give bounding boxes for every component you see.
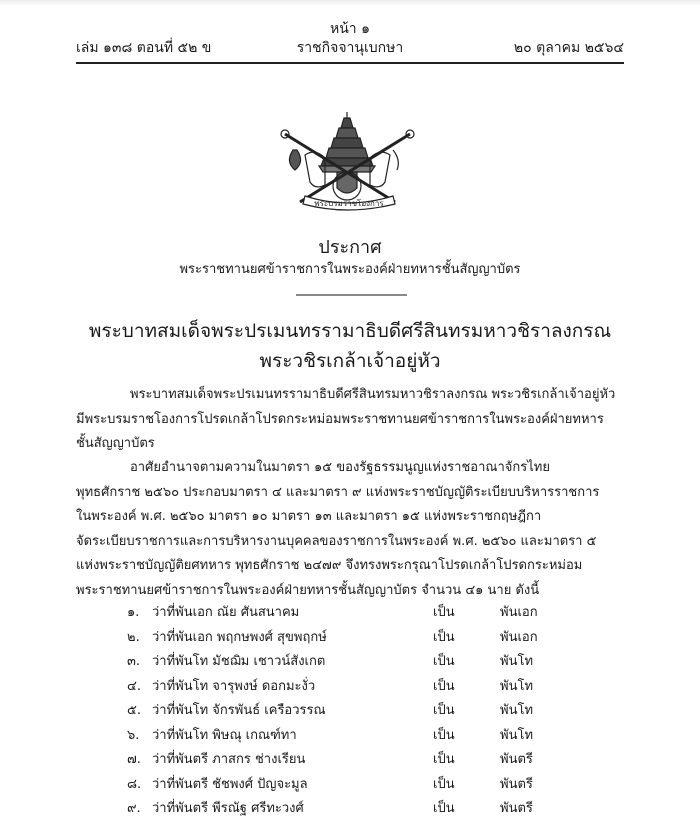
item-number: ๗. <box>127 752 141 767</box>
as-label: เป็น <box>433 727 455 743</box>
new-rank: พันโท <box>500 703 534 718</box>
item-number: ๕. <box>127 703 141 718</box>
list-item <box>0 797 700 822</box>
list-item <box>0 626 700 651</box>
announcement-title: ประกาศ <box>318 237 382 258</box>
list-item <box>0 601 700 626</box>
paragraph-line: พระราชทานยศข้าราชการในพระองค์ฝ่ายทหารชั้นสัญญาบัตร จำนวน ๔๑ นาย ดังนี้ <box>76 582 540 598</box>
item-number: ๙. <box>127 801 141 816</box>
gazette-header <box>76 37 624 59</box>
royal-emblem-icon <box>275 110 420 214</box>
new-rank: พันตรี <box>500 752 533 767</box>
list-item <box>0 699 700 724</box>
item-number: ๓. <box>127 654 141 669</box>
new-rank: พันเอก <box>500 605 538 620</box>
new-rank: พันตรี <box>500 801 533 816</box>
new-rank: พันตรี <box>500 776 533 792</box>
king-name-line-2: พระวชิรเกล้าเจ้าอยู่หัว <box>259 350 441 372</box>
paragraph-line: มีพระบรมราชโองการโปรดเกล้าโปรดกระหม่อมพระราชทานยศข้าราชการในพระองค์ฝ่ายทหาร <box>76 411 604 427</box>
as-label: เป็น <box>433 752 455 767</box>
appointment-list <box>0 601 700 822</box>
paragraph-line: อาศัยอำนาจตามความในมาตรา ๑๕ ของรัฐธรรมนูญแห่งราชอาณาจักรไทย <box>130 460 550 475</box>
announcement-subtitle: พระราชทานยศข้าราชการในพระองค์ฝ่ายทหารชั้นสัญญาบัตร <box>179 262 521 277</box>
new-rank: พันโท <box>500 727 534 743</box>
as-label: เป็น <box>433 678 455 694</box>
king-name-line-1: พระบาทสมเด็จพระปรเมนทรรามาธิบดีศรีสินทรมหาวชิราลงกรณ <box>88 320 612 342</box>
svg-text:พระบรมราชโองการ: พระบรมราชโองการ <box>314 199 384 208</box>
officer-name: ว่าที่พันตรี ชัชพงศ์ ปัญจะมูล <box>152 776 308 792</box>
new-rank: พันเอก <box>500 629 538 645</box>
officer-name: ว่าที่พันเอก ณัย ศันสนาคม <box>152 605 300 620</box>
as-label: เป็น <box>433 629 455 645</box>
volume-issue: เล่ม ๑๓๘ ตอนที่ ๕๒ ข <box>76 40 212 56</box>
header-rule <box>76 62 624 64</box>
paragraph-line: ชั้นสัญญาบัตร <box>76 436 155 451</box>
item-number: ๒. <box>127 629 140 645</box>
officer-name: ว่าที่พันโท จารุพงษ์ ดอกมะงั่ว <box>152 678 316 694</box>
paragraph-line: จัดระเบียบราชการและการบริหารงานบุคคลของราชการในพระองค์ พ.ศ. ๒๕๖๐ และมาตรา ๕ <box>76 533 597 549</box>
title-rule <box>296 294 407 296</box>
paragraph-line: พระบาทสมเด็จพระปรเมนทรรามาธิบดีศรีสินทรมหาวชิราลงกรณ พระวชิรเกล้าเจ้าอยู่หัว <box>130 387 616 402</box>
paragraph-line: พุทธศักราช ๒๕๖๐ ประกอบมาตรา ๔ และมาตรา ๙ แห่งพระราชบัญญัติระเบียบบริหารราชการ <box>76 484 600 500</box>
as-label: เป็น <box>433 703 455 718</box>
officer-name: ว่าที่พันตรี พีรณัฐ ศรีทะวงศ์ <box>152 801 304 816</box>
list-item <box>0 675 700 700</box>
top-shadow <box>0 0 700 6</box>
as-label: เป็น <box>433 605 455 620</box>
list-item <box>0 773 700 798</box>
as-label: เป็น <box>433 654 455 669</box>
paragraph-1 <box>76 383 624 457</box>
gazette-name: ราชกิจจานุเบกษา <box>296 40 404 56</box>
item-number: ๖. <box>127 727 140 743</box>
list-item <box>0 724 700 749</box>
paragraph-2 <box>76 456 624 603</box>
officer-name: ว่าที่พันตรี ภาสกร ช่างเรียน <box>152 752 306 767</box>
new-rank: พันโท <box>500 654 534 669</box>
paragraph-line: แห่งพระราชบัญญัติยศทหาร พุทธศักราช ๒๔๗๙ จึงทรงพระกรุณาโปรดเกล้าโปรดกระหม่อม <box>76 558 583 573</box>
item-number: ๑. <box>127 605 140 620</box>
publish-date: ๒๐ ตุลาคม ๒๕๖๔ <box>513 40 624 56</box>
officer-name: ว่าที่พันเอก พฤกษพงศ์ สุขพฤกษ์ <box>152 629 327 645</box>
officer-name: ว่าที่พันโท จักรพันธ์ เครือวรรณ <box>152 703 326 718</box>
new-rank: พันโท <box>500 678 534 694</box>
item-number: ๔. <box>127 678 141 694</box>
page-number: หน้า ๑ <box>330 21 370 37</box>
list-item <box>0 748 700 773</box>
officer-name: ว่าที่พันโท พิษณุ เกณฑ์ทา <box>152 727 297 743</box>
as-label: เป็น <box>433 801 455 816</box>
list-item <box>0 650 700 675</box>
item-number: ๘. <box>127 776 142 792</box>
officer-name: ว่าที่พันโท มัชฌิม เชาวน์สังเกต <box>152 654 326 669</box>
paragraph-line: ในพระองค์ พ.ศ. ๒๕๖๐ มาตรา ๑๐ มาตรา ๑๓ และมาตรา ๑๕ แห่งพระราชกฤษฎีกา <box>76 509 542 524</box>
as-label: เป็น <box>433 776 455 792</box>
